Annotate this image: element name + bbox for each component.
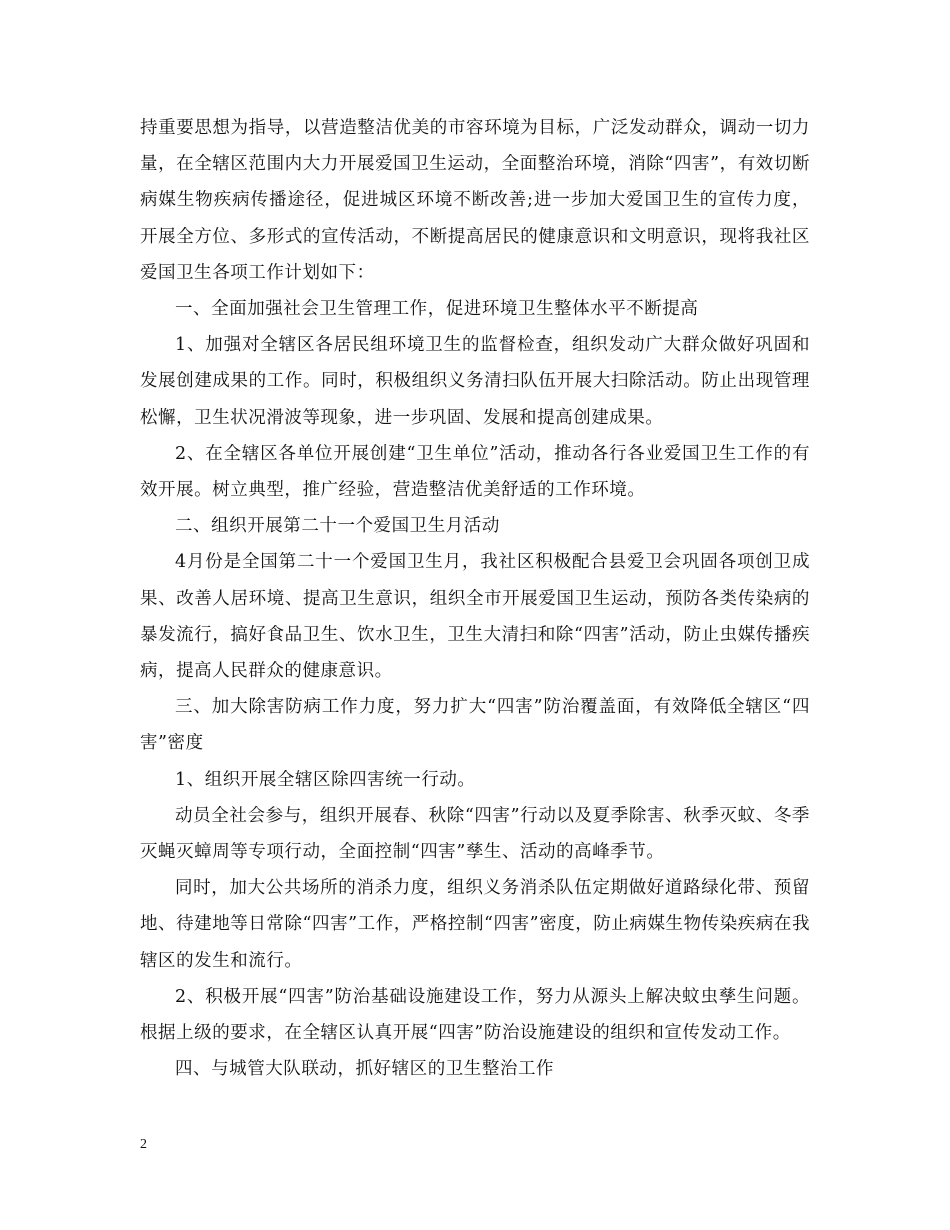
paragraph: 2、在全辖区各单位开展创建“卫生单位”活动，推动各行各业爱国卫生工作的有效开展。树立典型，推广经验，营造整洁优美舒适的工作环境。 bbox=[140, 443, 810, 501]
paragraph: 同时，加大公共场所的消杀力度，组织义务消杀队伍定期做好道路绿化带、预留地、待建地等日常除“四害”工作，严格控制“四害”密度，防止病媒生物传染疾病在我辖区的发生和流行。 bbox=[140, 878, 810, 971]
page-number: 2 bbox=[140, 1137, 147, 1152]
paragraph: 1、加强对全辖区各居民组环境卫生的监督检查，组织发动广大群众做好巩固和发展创建成果的工作。同时，积极组织义务清扫队伍开展大扫除活动。防止出现管理松懈，卫生状况滑波等现象，进一步巩固、发展和提高创建成果。 bbox=[140, 335, 810, 428]
section-heading: 四、与城管大队联动，抓好辖区的卫生整治工作 bbox=[175, 1059, 555, 1080]
section-heading: 一、全面加强社会卫生管理工作，促进环境卫生整体水平不断提高 bbox=[175, 299, 699, 320]
section-heading: 二、组织开展第二十一个爱国卫生月活动 bbox=[175, 516, 500, 537]
paragraph: 4月份是全国第二十一个爱国卫生月，我社区积极配合县爱卫会巩固各项创卫成果、改善人居环境、提高卫生意识，组织全市开展爱国卫生运动，预防各类传染病的暴发流行，搞好食品卫生、饮水卫生，卫生大清扫和除“四害”活动，防止虫媒传播疾病，提高人民群众的健康意识。 bbox=[140, 552, 810, 682]
document-body bbox=[140, 110, 810, 1087]
paragraph: 1、组织开展全辖区除四害统一行动。 bbox=[175, 769, 476, 790]
paragraph: 2、积极开展“四害”防治基础设施建设工作，努力从源头上解决蚊虫孳生问题。根据上级的要求，在全辖区认真开展“四害”防治设施建设的组织和宣传发动工作。 bbox=[140, 986, 810, 1044]
paragraph: 动员全社会参与，组织开展春、秋除“四害”行动以及夏季除害、秋季灭蚊、冬季灭蝇灭蟑周等专项行动，全面控制“四害”孳生、活动的高峰季节。 bbox=[140, 805, 810, 863]
paragraph: 持重要思想为指导，以营造整洁优美的市容环境为目标，广泛发动群众，调动一切力量，在全辖区范围内大力开展爱国卫生运动，全面整治环境，消除“四害”，有效切断病媒生物疾病传播途径，促进城区环境不断改善;进一步加大爱国卫生的宣传力度，开展全方位、多形式的宣传活动，不断提高居民的健康意识和文明意识，现将我社区爱国卫生各项工作计划如下： bbox=[140, 118, 810, 283]
section-heading: 三、加大除害防病工作力度，努力扩大“四害”防治覆盖面，有效降低全辖区“四害”密度 bbox=[140, 697, 810, 754]
